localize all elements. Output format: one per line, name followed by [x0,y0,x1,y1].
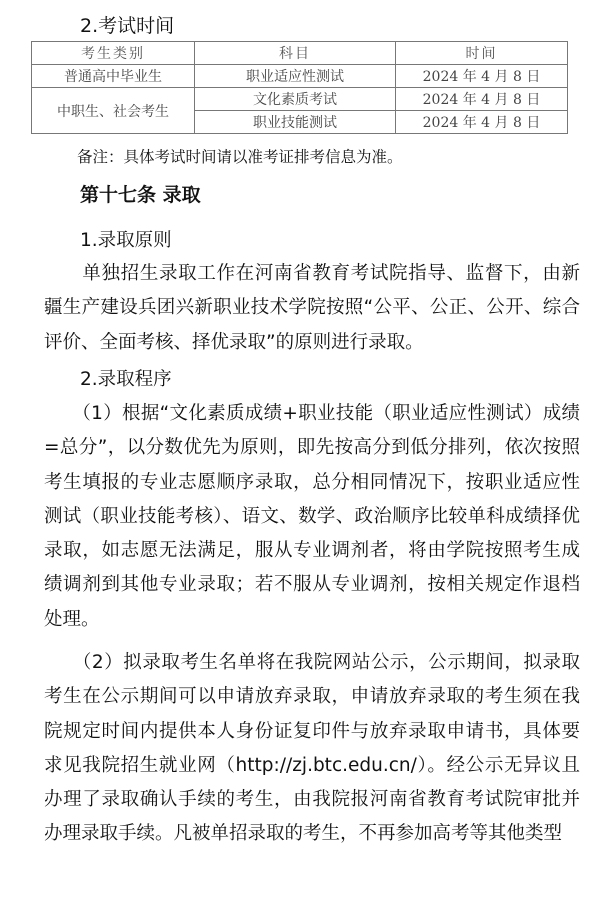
procedure-heading: 2.录取程序 [80,369,172,390]
procedure-paragraph-2: （2）拟录取考生名单将在我院网站公示，公示期间，拟录取考生在公示期间可以申请放弃录取，申请放弃录取的考生须在我院规定时间内提供本人身份证复印件与放弃录取申请书，具体要求见我院招生就业网（http://zj.btc.edu.cn/）。经公示无异议且办理了录取确认手续的考生，由我院报河南省教育考试院审批并办理录取手续。凡被单招录取的考生，不再参加高考等其他类型 [44,652,580,845]
table-row [32,65,568,88]
subject-cell: 职业适应性测试 [195,65,396,88]
header-category: 考生类别 [32,42,195,65]
table-header-row [32,42,568,65]
category-cell: 中职生、社会考生 [32,88,195,134]
article-title: 第十七条 录取 [80,184,201,206]
principle-heading: 1.录取原则 [80,230,172,251]
header-subject: 科目 [195,42,396,65]
header-time: 时间 [396,42,568,65]
subject-cell: 职业技能测试 [195,111,396,134]
procedure-paragraph-1: （1）根据“文化素质成绩+职业技能（职业适应性测试）成绩=总分”，以分数优先为原则，即先按高分到低分排列，依次按照考生填报的专业志愿顺序录取，总分相同情况下，按职业适应性测试（职业技能考核）、语文、数学、政治顺序比较单科成绩择优录取，如志愿无法满足，服从专业调剂者，将由学院按照考生成绩调剂到其他专业录取；若不服从专业调剂，按相关规定作退档处理。 [44,403,580,630]
category-cell: 普通高中毕业生 [32,65,195,88]
date-cell: 2024 年 4 月 8 日 [396,88,568,111]
exam-time-heading: 2.考试时间 [80,15,175,37]
date-cell: 2024 年 4 月 8 日 [396,111,568,134]
date-cell: 2024 年 4 月 8 日 [396,65,568,88]
exam-schedule-table [31,41,568,134]
principle-paragraph: 单独招生录取工作在河南省教育考试院指导、监督下，由新疆生产建设兵团兴新职业技术学院按照“公平、公正、公开、综合评价、全面考核、择优录取”的原则进行录取。 [44,263,580,353]
subject-cell: 文化素质考试 [195,88,396,111]
table-row [32,88,568,111]
table-note: 备注：具体考试时间请以准考证排考信息为准。 [77,148,403,166]
